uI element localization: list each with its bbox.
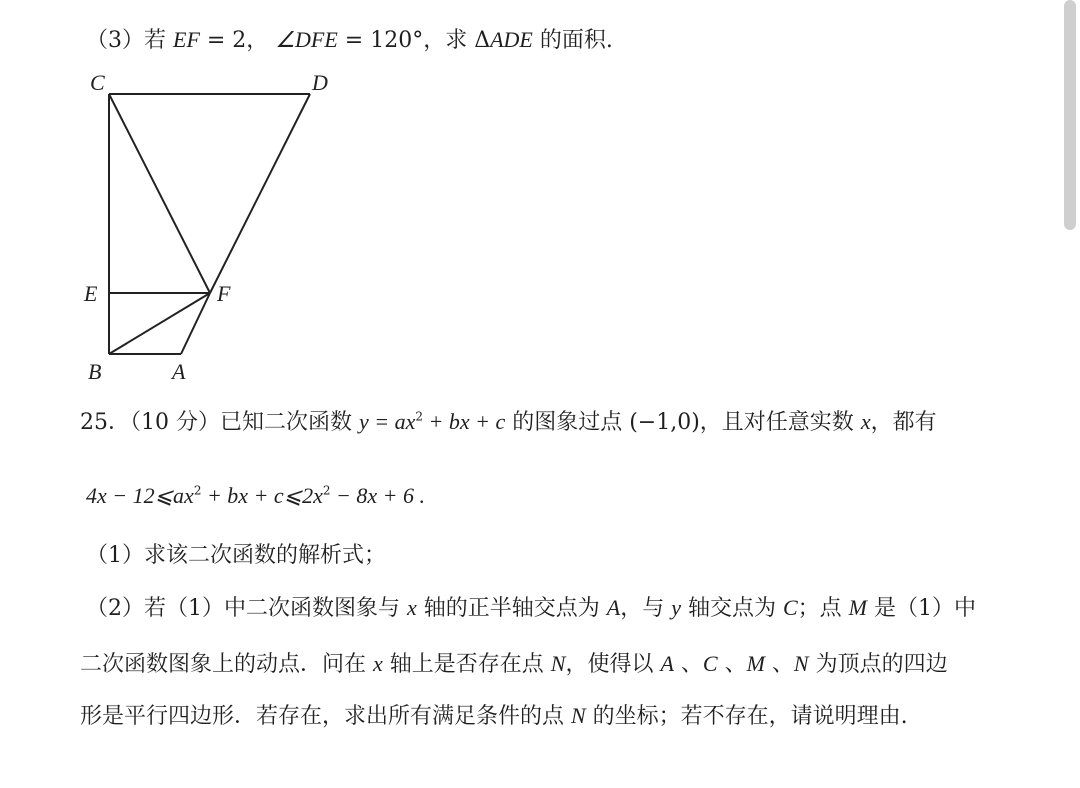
label-d: D xyxy=(312,70,328,95)
q25-intro1: 25．（10 分）已知二次函数 xyxy=(80,410,359,435)
line2-sep3: 、 xyxy=(764,652,794,677)
part2-text-a: （2）若（1）中二次函数图象与 xyxy=(86,596,407,621)
segment-cf xyxy=(109,94,210,293)
line2-point-a: A xyxy=(660,651,674,676)
q25-part1 xyxy=(86,542,386,570)
triangle-symbol: Δ xyxy=(474,28,491,53)
label-f: F xyxy=(217,281,231,306)
q24-eq1: = 2， xyxy=(199,28,276,53)
part2-var-y: y xyxy=(671,595,681,620)
part2-text-c: ，与 xyxy=(620,596,672,621)
part2-point-m: M xyxy=(848,595,867,620)
q25-var-x: x xyxy=(860,409,871,434)
angle-dfe: ∠DFE xyxy=(275,27,338,52)
line2-text-a: 二次函数图象上的动点．问在 xyxy=(80,652,373,677)
q24-part3-line xyxy=(86,26,613,55)
line2-sep1: 、 xyxy=(673,652,703,677)
part2-point-a: A xyxy=(606,595,621,620)
q25-func-sq: 2 xyxy=(415,409,423,424)
line2-point-c: C xyxy=(702,651,718,676)
ineq-sq1: 2 xyxy=(193,483,202,498)
part2-text-b: 轴的正半轴交点为 xyxy=(416,596,607,621)
part2-text-e: ；点 xyxy=(797,596,849,621)
q25-intro2: 的图象过点 (−1,0)，且对任意实数 xyxy=(505,410,861,435)
line3-text-b: 的坐标；若不存在，请说明理由. xyxy=(585,704,908,729)
q25-part2-line1 xyxy=(86,594,976,623)
ineq-part-c: − 8x + 6 . xyxy=(330,483,425,508)
line2-sep2: 、 xyxy=(717,652,747,677)
line2-point-n: N xyxy=(550,651,566,676)
line2-text-c: ，使得以 xyxy=(565,652,661,677)
q25-part2-line3 xyxy=(80,702,908,731)
line2-point-n2: N xyxy=(793,651,809,676)
line2-var-x: x xyxy=(373,651,383,676)
ineq-sq2: 2 xyxy=(322,483,331,498)
q24-prefix: （3）若 xyxy=(86,28,173,53)
q25-part2-line2 xyxy=(80,650,948,679)
ineq-part-b: + bx + c⩽2x xyxy=(201,483,323,508)
line2-text-d: 为顶点的四边 xyxy=(808,652,948,677)
line2-text-b: 轴上是否存在点 xyxy=(382,652,551,677)
segment-ef: EF xyxy=(173,27,200,52)
q25-inequality xyxy=(86,482,425,511)
line3-text-a: 形是平行四边形．若存在，求出所有满足条件的点 xyxy=(80,704,571,729)
part2-var-x: x xyxy=(407,595,417,620)
ineq-part-a: 4x − 12⩽ax xyxy=(86,483,194,508)
label-e: E xyxy=(84,281,98,306)
q24-suffix: 的面积. xyxy=(532,28,613,53)
scrollbar-thumb[interactable] xyxy=(1064,0,1076,230)
label-c: C xyxy=(90,70,105,95)
q25-part1-text: （1）求该二次函数的解析式； xyxy=(86,543,386,568)
q25-func-rest: + bx + c xyxy=(423,409,506,434)
part2-text-d: 轴交点为 xyxy=(680,596,783,621)
q24-eq2: = 120°，求 xyxy=(337,28,475,53)
geometry-figure xyxy=(80,64,340,384)
segment-df xyxy=(210,94,310,293)
q25-line1 xyxy=(80,408,937,437)
line2-point-m: M xyxy=(746,651,765,676)
label-a: A xyxy=(172,359,186,384)
q25-func: y = ax xyxy=(358,409,416,434)
q25-intro3: ，都有 xyxy=(870,410,937,435)
part2-text-f: 是（1）中 xyxy=(867,596,976,621)
line3-point-n: N xyxy=(571,703,586,728)
label-b: B xyxy=(88,359,102,384)
part2-point-c: C xyxy=(782,595,798,620)
triangle-ade: ADE xyxy=(490,27,533,52)
